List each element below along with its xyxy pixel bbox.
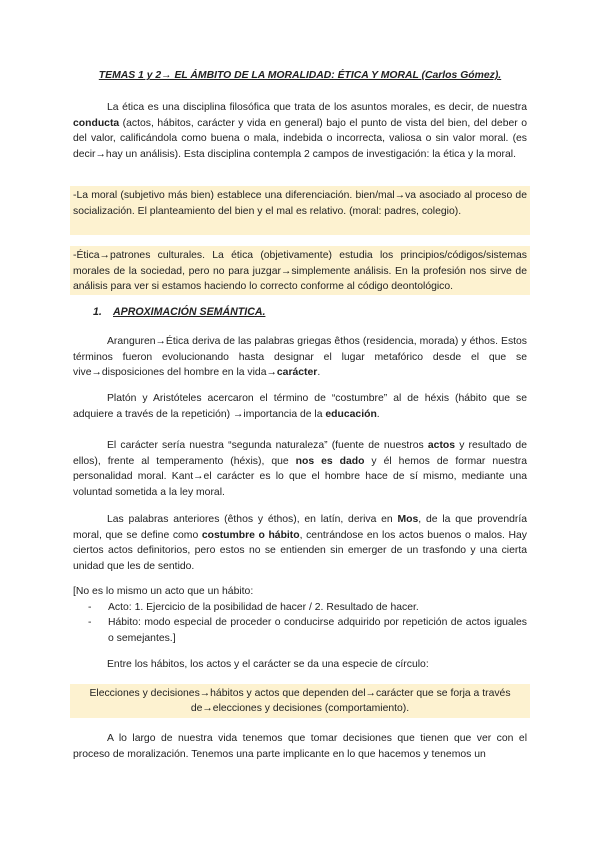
- list-item: [88, 615, 527, 646]
- mos-text-1: Las palabras anteriores (êthos y éthos), en latín, deriva en: [107, 514, 398, 525]
- highlight-moral: -La moral (subjetivo más bien) establece una diferenciación. bien/mal→va asociado al proceso de socialización. El planteamiento del bien y el mal es relativo. (moral: padres, colegio).: [73, 190, 527, 217]
- paragraph-mos: [73, 512, 527, 574]
- caracter-text-3: y él hemos de formar nuestra personalidad moral. Kant→el carácter es lo que el hombre hace de sí mismo, mediante una voluntad sometida a la ley moral.: [73, 455, 528, 498]
- bullet-text: Acto: 1. Ejercicio de la posibilidad de hacer / 2. Resultado de hacer.: [108, 602, 419, 613]
- mos-text-2: , de la que provendría moral, que se define como: [73, 514, 527, 541]
- intro-bold-conducta: conducta: [73, 117, 120, 129]
- caracter-bold-1: actos: [427, 440, 456, 451]
- platon-end: .: [376, 408, 380, 420]
- aranguren-text: Aranguren→Ética deriva de las palabras griegas êthos (residencia, morada) y éthos. Estos términos fueron evolucionando hasta designar el lugar metafórico desde el que se vive→disposiciones del hombre en la vida→: [73, 336, 527, 378]
- mos-bold-1: Mos: [397, 514, 419, 525]
- list-item: [88, 600, 527, 616]
- caracter-text-2: y resultado de ellos), frente al temperamento (héxis), que: [73, 440, 527, 467]
- aranguren-bold: carácter: [276, 367, 318, 378]
- page-title: TEMAS 1 y 2→ EL ÁMBITO DE LA MORALIDAD: ÉTICA Y MORAL (Carlos Gómez).: [98, 70, 502, 81]
- highlight-circle-line-2: de→elecciones y decisiones (comportamiento).: [190, 703, 410, 714]
- paragraph-platon: [73, 391, 527, 422]
- bullet-dash: -: [88, 617, 92, 628]
- section-title: APROXIMACIÓN SEMÁNTICA.: [113, 306, 266, 318]
- intro-paragraph: [73, 100, 527, 162]
- platon-bold: educación: [325, 408, 377, 420]
- paragraph-aranguren: [73, 334, 527, 381]
- bullet-text: Hábito: modo especial de proceder o conducirse adquirido por repetición de actos iguales o semejantes.]: [108, 617, 527, 644]
- paragraph-final: A lo largo de nuestra vida tenemos que tomar decisiones que tienen que ver con el proceso de moralización. Tenemos una parte implicante en lo que hacemos y tenemos un: [73, 733, 527, 760]
- aranguren-end: .: [317, 367, 321, 378]
- bullet-dash: -: [88, 602, 92, 613]
- paragraph-caracter: [73, 438, 527, 500]
- section-number: 1.: [93, 306, 102, 318]
- intro-text-2: (actos, hábitos, carácter y vida en general) bajo el punto de vista del bien, del deber o del valor, calificándola como buena o mala, indebida o incorrecta, valiosa o sin valor moral. (es decir→hay un análisis). Esta disciplina contempla 2 campos de investigación: la ética y la moral.: [73, 117, 527, 160]
- platon-text: Platón y Aristóteles acercaron el término de “costumbre” al de héxis (hábito que se adquiere a través de la repetición) →importancia de la: [73, 393, 527, 420]
- paragraph-circulo: Entre los hábitos, los actos y el carácter se da una especie de círculo:: [107, 659, 429, 670]
- highlight-etica: -Ética→patrones culturales. La ética (objetivamente) estudia los principios/códigos/sistemas morales de la sociedad, pero no para juzgar→simplemente análisis. En la profesión nos sirve de análisis para ver si estamos haciendo lo correcto conforme al código deontológico.: [73, 250, 527, 292]
- intro-text-1: La ética es una disciplina filosófica que trata de los asuntos morales, es decir, de nuestra: [107, 102, 527, 113]
- mos-text-3: , centrándose en los actos buenos o malos. Hay ciertos actos definitorios, pero estos no se entienden sin emerger de un trasfondo y una cierta unidad que les de sentido.: [73, 529, 527, 572]
- caracter-text-1: El carácter sería nuestra “segunda naturaleza” (fuente de nuestros: [107, 440, 428, 451]
- mos-bold-2: costumbre o hábito: [201, 529, 300, 541]
- bracket-intro: [No es lo mismo un acto que un hábito:: [73, 586, 254, 597]
- section-heading: [93, 306, 265, 318]
- caracter-bold-2: nos es dado: [295, 455, 365, 467]
- highlight-circle-line-1: Elecciones y decisiones→hábitos y actos que dependen del→carácter que se forja a través: [89, 688, 511, 699]
